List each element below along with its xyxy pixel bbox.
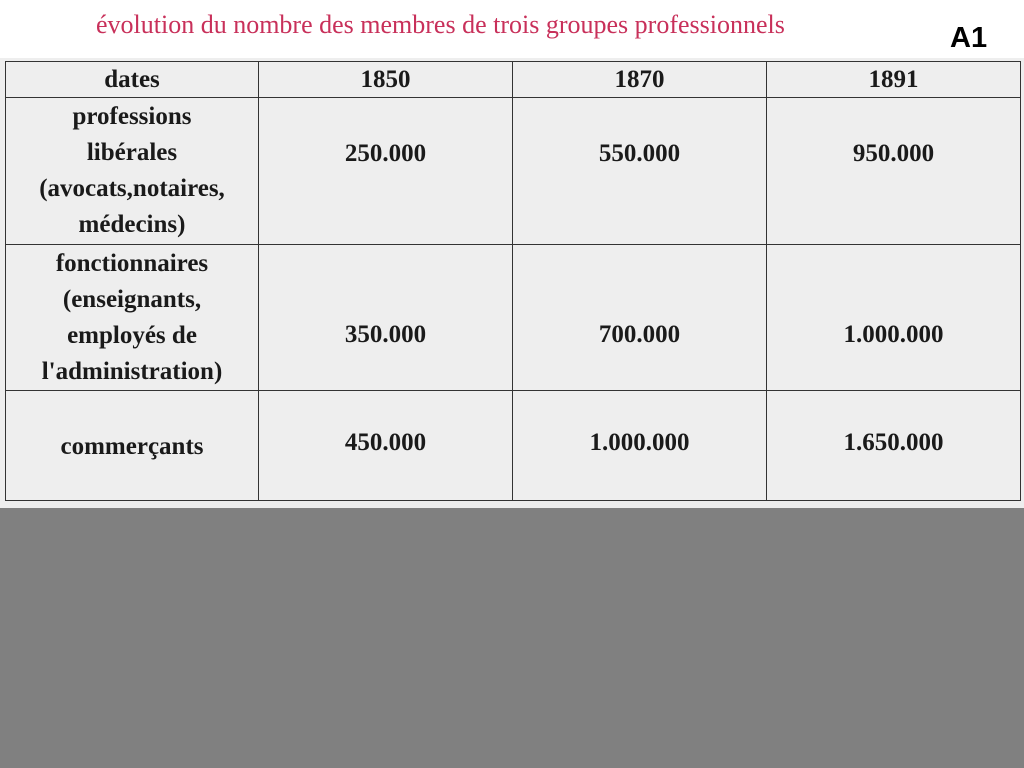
label-line: libérales: [86, 139, 178, 166]
data-table: [5, 61, 1021, 501]
header-cell-dates: dates: [6, 62, 259, 98]
cell-value: 350.000: [259, 245, 513, 391]
table-header-row: [6, 62, 1021, 98]
slide-tag: A1: [950, 22, 988, 54]
header-cell-1891: 1891: [767, 62, 1021, 98]
label-line: médecins): [78, 211, 186, 238]
label-line: professions: [72, 103, 192, 130]
label-line: commerçants: [60, 433, 204, 460]
header-cell-1850: 1850: [259, 62, 513, 98]
cell-value: 1.000.000: [767, 245, 1021, 391]
label-line: fonctionnaires: [55, 249, 209, 277]
row-label-commercants: [6, 391, 259, 501]
cell-value: 250.000: [259, 98, 513, 245]
cell-value: 700.000: [513, 245, 767, 391]
scanned-table-image: [0, 58, 1024, 508]
cell-value: 450.000: [259, 391, 513, 501]
label-line: l'administration): [41, 357, 223, 385]
label-line: employés de: [67, 321, 197, 349]
row-label-professions-liberales: [6, 98, 259, 245]
label-line: (enseignants,: [62, 285, 202, 313]
cell-value: 550.000: [513, 98, 767, 245]
table-row: [6, 98, 1021, 245]
label-line: (avocats,notaires,: [39, 175, 225, 202]
cell-value: 1.000.000: [513, 391, 767, 501]
header-cell-1870: 1870: [513, 62, 767, 98]
slide-title: évolution du nombre des membres de trois groupes professionnels: [96, 10, 785, 39]
cell-value: 1.650.000: [767, 391, 1021, 501]
table-row: [6, 245, 1021, 391]
row-label-fonctionnaires: [6, 245, 259, 391]
cell-value: 950.000: [767, 98, 1021, 245]
table-row: [6, 391, 1021, 501]
